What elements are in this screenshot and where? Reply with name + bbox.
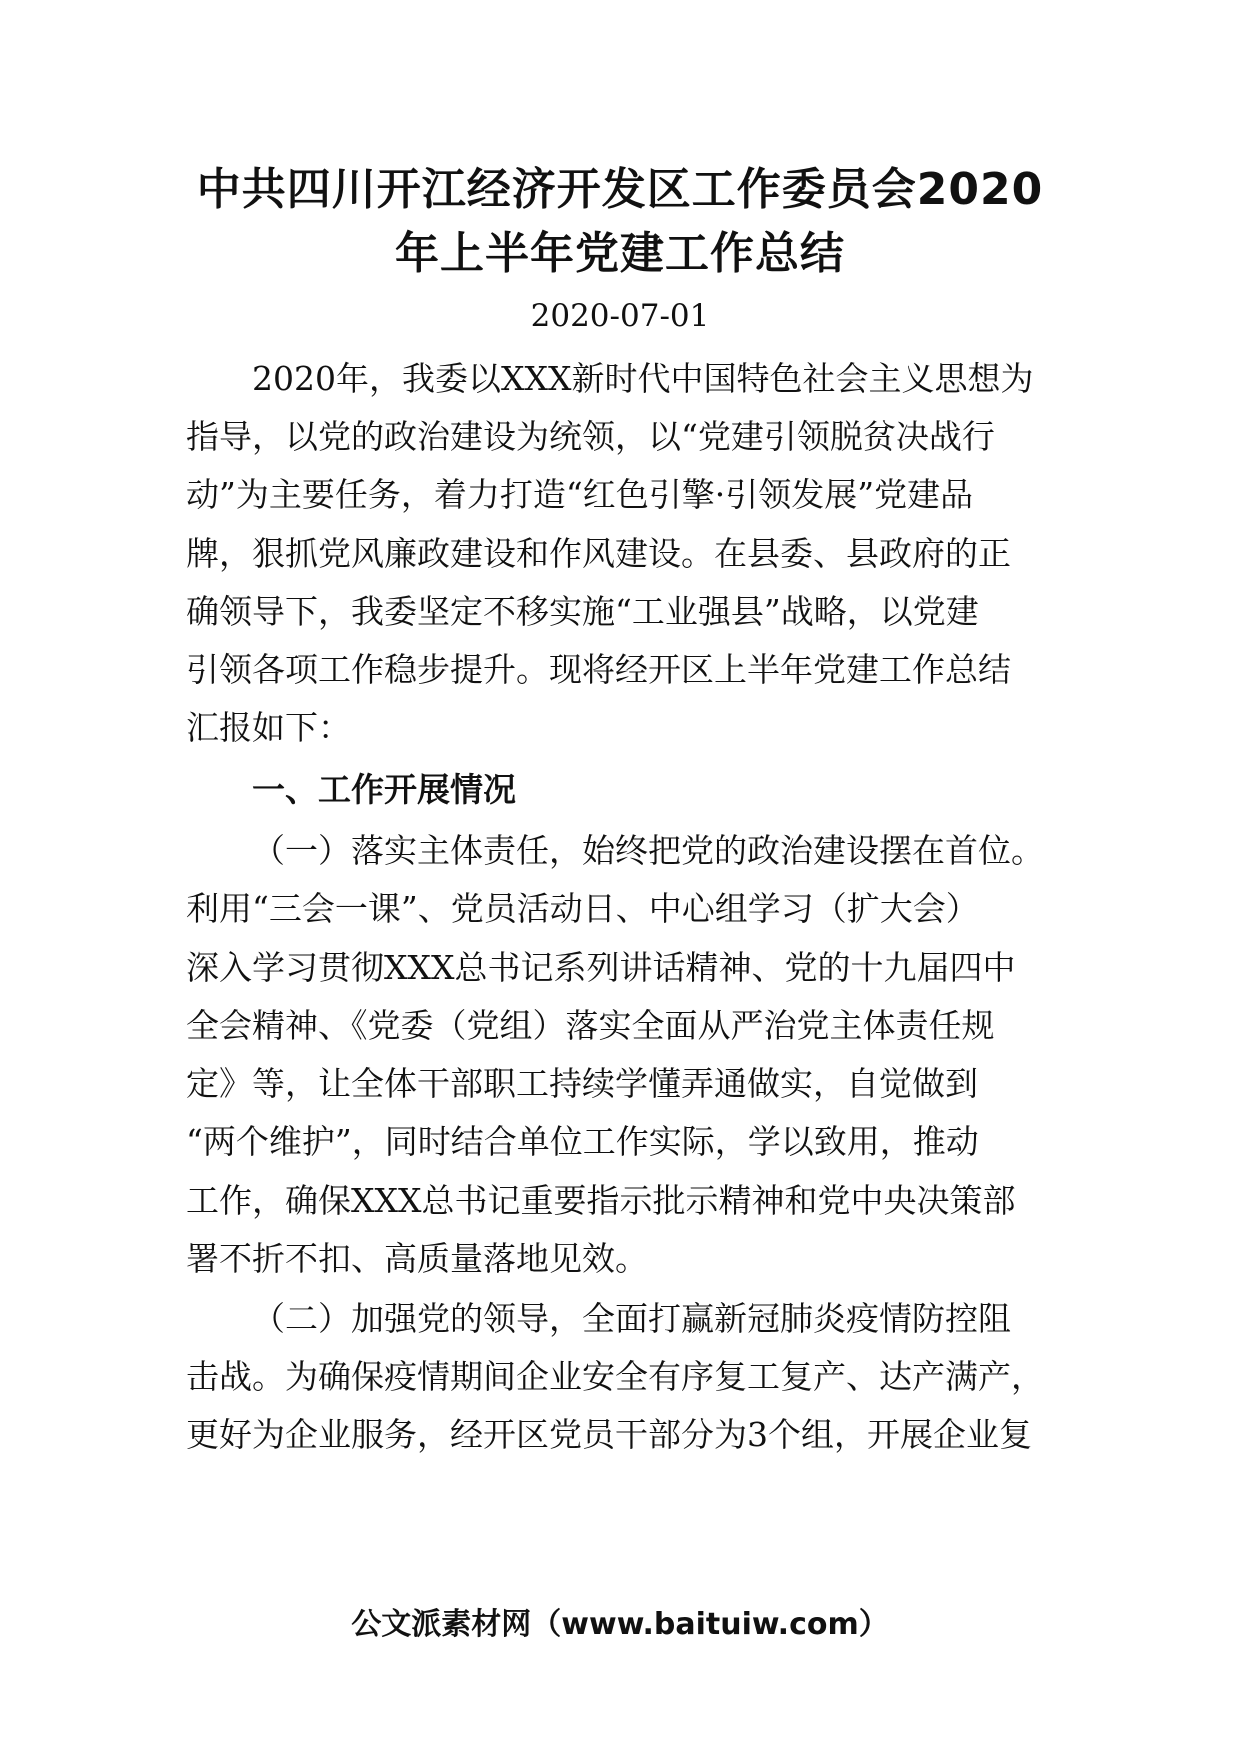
paragraph-intro-line-5: 确领导下，我委坚定不移实施“工业强县”战略，以党建 — [186, 592, 979, 631]
paragraph-one-line-3: 深入学习贯彻XXX总书记系列讲话精神、党的十九届四中 — [186, 948, 1016, 987]
paragraph-one-line-5: 定》等，让全体干部职工持续学懂弄通做实，自觉做到 — [186, 1064, 978, 1103]
paragraph-intro-line-1: 2020年，我委以XXX新时代中国特色社会主义思想为 — [252, 359, 1034, 398]
document-title — [150, 158, 1090, 286]
paragraph-intro-line-6: 引领各项工作稳步提升。现将经开区上半年党建工作总结 — [186, 650, 1011, 689]
section-heading: 一、工作开展情况 — [252, 770, 516, 809]
paragraph-intro-line-3: 动”为主要任务，着力打造“红色引擎·引领发展”党建品 — [186, 475, 974, 514]
paragraph-one-line-4: 全会精神、《党委（党组）落实全面从严治党主体责任规 — [186, 1006, 995, 1045]
title-line-2: 年上半年党建工作总结 — [395, 228, 845, 279]
paragraph-one-line-8: 署不折不扣、高质量落地见效。 — [186, 1239, 648, 1278]
paragraph-one-line-2: 利用“三会一课”、党员活动日、中心组学习（扩大会） — [186, 889, 979, 928]
paragraph-two-line-1: （二）加强党的领导，全面打赢新冠肺炎疫情防控阻 — [252, 1299, 1011, 1338]
paragraph-intro-line-4: 牌，狠抓党风廉政建设和作风建设。在县委、县政府的正 — [186, 534, 1011, 573]
paragraph-one-line-7: 工作，确保XXX总书记重要指示批示精神和党中央决策部 — [186, 1181, 1016, 1220]
paragraph-two-line-3: 更好为企业服务，经开区党员干部分为3个组，开展企业复 — [186, 1415, 1032, 1454]
paragraph-one-line-6: “两个维护”，同时结合单位工作实际，学以致用，推动 — [186, 1122, 979, 1161]
paragraph-one-line-1: （一）落实主体责任，始终把党的政治建设摆在首位。 — [252, 831, 1044, 870]
document-date: 2020-07-01 — [530, 298, 710, 334]
title-line-1: 中共四川开江经济开发区工作委员会2020 — [196, 164, 1044, 215]
paragraph-intro-line-7: 汇报如下： — [186, 708, 351, 747]
paragraph-two-line-2: 击战。为确保疫情期间企业安全有序复工复产、达产满产， — [186, 1357, 1044, 1396]
paragraph-intro-line-2: 指导，以党的政治建设为统领，以“党建引领脱贫决战行 — [186, 417, 995, 456]
footer-watermark: 公文派素材网（www.baituiw.com） — [351, 1607, 889, 1642]
